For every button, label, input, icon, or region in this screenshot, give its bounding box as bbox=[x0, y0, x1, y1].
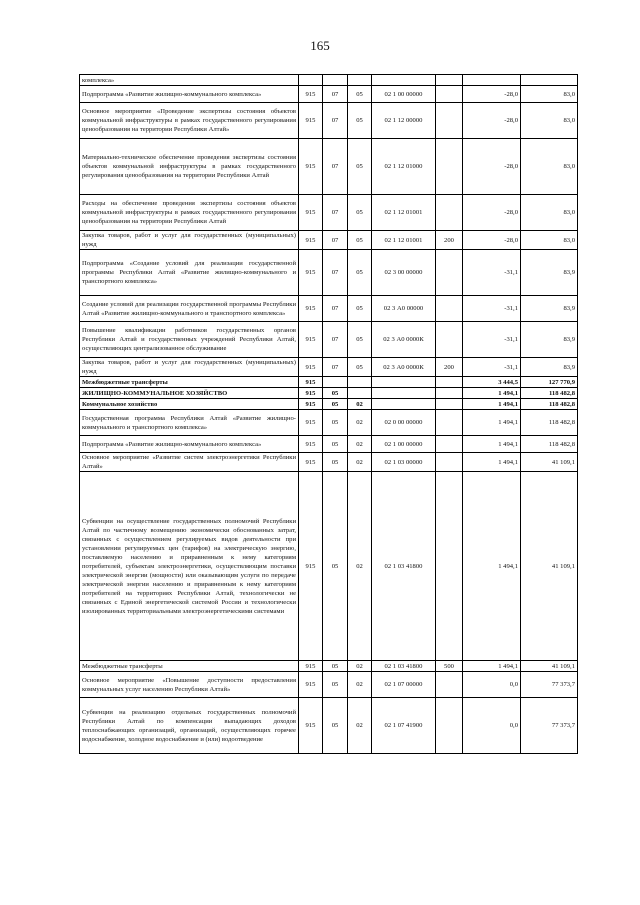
row-ministry-code: 915 bbox=[299, 661, 323, 672]
row-section: 07 bbox=[323, 296, 348, 322]
row-target-article: 02 1 03 00000 bbox=[372, 453, 436, 472]
row-total-amount: 83,0 bbox=[521, 103, 578, 139]
row-total-amount: 118 482,8 bbox=[521, 436, 578, 453]
row-ministry-code: 915 bbox=[299, 358, 323, 377]
table-row bbox=[80, 661, 578, 672]
table-row bbox=[80, 139, 578, 195]
row-name: Межбюджетные трансферты bbox=[80, 661, 299, 672]
row-target-article: 02 1 00 00000 bbox=[372, 436, 436, 453]
row-target-article: 02 1 07 41900 bbox=[372, 698, 436, 754]
row-subsection bbox=[348, 75, 372, 86]
row-target-article: 02 3 А0 0000К bbox=[372, 322, 436, 358]
row-total-amount: 77 373,7 bbox=[521, 698, 578, 754]
table-row bbox=[80, 399, 578, 410]
row-section: 07 bbox=[323, 103, 348, 139]
row-section: 05 bbox=[323, 672, 348, 698]
row-section: 05 bbox=[323, 388, 348, 399]
row-target-article: 02 1 12 01000 bbox=[372, 139, 436, 195]
row-subsection: 05 bbox=[348, 358, 372, 377]
row-total-amount: 41 109,1 bbox=[521, 472, 578, 661]
row-section: 05 bbox=[323, 698, 348, 754]
row-section: 07 bbox=[323, 231, 348, 250]
row-ministry-code: 915 bbox=[299, 296, 323, 322]
row-change-amount: 1 494,1 bbox=[463, 399, 521, 410]
row-total-amount: 118 482,8 bbox=[521, 399, 578, 410]
row-ministry-code: 915 bbox=[299, 86, 323, 103]
row-expense-type bbox=[436, 388, 463, 399]
row-expense-type bbox=[436, 86, 463, 103]
row-change-amount: 0,0 bbox=[463, 698, 521, 754]
row-expense-type bbox=[436, 377, 463, 388]
row-expense-type bbox=[436, 472, 463, 661]
row-ministry-code: 915 bbox=[299, 231, 323, 250]
row-change-amount: -28,0 bbox=[463, 139, 521, 195]
row-section bbox=[323, 377, 348, 388]
table-row bbox=[80, 195, 578, 231]
row-subsection: 05 bbox=[348, 86, 372, 103]
row-change-amount: 1 494,1 bbox=[463, 388, 521, 399]
row-total-amount: 118 482,8 bbox=[521, 410, 578, 436]
row-subsection: 02 bbox=[348, 672, 372, 698]
table-row bbox=[80, 672, 578, 698]
row-total-amount: 127 770,9 bbox=[521, 377, 578, 388]
row-name: Создание условий для реализации государственной программы Республики Алтай «Развитие жилищно-коммунального и транспортного комплекса» bbox=[80, 296, 299, 322]
row-ministry-code bbox=[299, 75, 323, 86]
row-ministry-code: 915 bbox=[299, 410, 323, 436]
row-change-amount: -31,1 bbox=[463, 358, 521, 377]
row-name: Основное мероприятие «Повышение доступности предоставления коммунальных услуг населению Республики Алтай» bbox=[80, 672, 299, 698]
row-name: Закупка товаров, работ и услуг для государственных (муниципальных) нужд bbox=[80, 231, 299, 250]
row-expense-type bbox=[436, 103, 463, 139]
table-row bbox=[80, 103, 578, 139]
table-row bbox=[80, 250, 578, 296]
row-target-article: 02 1 12 01001 bbox=[372, 195, 436, 231]
row-subsection bbox=[348, 377, 372, 388]
row-name: Межбюджетные трансферты bbox=[80, 377, 299, 388]
row-subsection: 02 bbox=[348, 410, 372, 436]
row-expense-type bbox=[436, 436, 463, 453]
table-row bbox=[80, 410, 578, 436]
row-name: Коммунальное хозяйство bbox=[80, 399, 299, 410]
row-change-amount: -28,0 bbox=[463, 231, 521, 250]
table-row bbox=[80, 698, 578, 754]
row-expense-type bbox=[436, 139, 463, 195]
row-section: 07 bbox=[323, 358, 348, 377]
row-subsection: 02 bbox=[348, 436, 372, 453]
row-change-amount: 1 494,1 bbox=[463, 436, 521, 453]
row-subsection: 05 bbox=[348, 296, 372, 322]
row-total-amount: 83,9 bbox=[521, 322, 578, 358]
row-target-article: 02 1 12 00000 bbox=[372, 103, 436, 139]
row-expense-type bbox=[436, 453, 463, 472]
row-target-article: 02 1 00 00000 bbox=[372, 86, 436, 103]
row-total-amount: 83,9 bbox=[521, 250, 578, 296]
row-change-amount bbox=[463, 75, 521, 86]
row-ministry-code: 915 bbox=[299, 139, 323, 195]
budget-table bbox=[79, 74, 578, 754]
row-ministry-code: 915 bbox=[299, 195, 323, 231]
row-target-article bbox=[372, 75, 436, 86]
row-expense-type bbox=[436, 195, 463, 231]
row-name: комплекса» bbox=[80, 75, 299, 86]
row-name: Расходы на обеспечение проведения экспертизы состояния объектов коммунальной инфраструктуры в рамках государственного регулирования ценообразования на территории Республики Алтай bbox=[80, 195, 299, 231]
row-name: Подпрограмма «Развитие жилищно-коммунального комплекса» bbox=[80, 86, 299, 103]
row-total-amount: 83,9 bbox=[521, 296, 578, 322]
row-subsection: 05 bbox=[348, 231, 372, 250]
table-row bbox=[80, 231, 578, 250]
row-name: ЖИЛИЩНО-КОММУНАЛЬНОЕ ХОЗЯЙСТВО bbox=[80, 388, 299, 399]
row-change-amount: 1 494,1 bbox=[463, 410, 521, 436]
row-expense-type bbox=[436, 399, 463, 410]
row-name: Материально-техническое обеспечение проведения экспертизы состояния объектов коммунальной инфраструктуры в рамках государственного регулирования ценообразования на территории Республики Алтай bbox=[80, 139, 299, 195]
row-section: 05 bbox=[323, 399, 348, 410]
row-target-article: 02 0 00 00000 bbox=[372, 410, 436, 436]
row-expense-type bbox=[436, 250, 463, 296]
row-expense-type: 500 bbox=[436, 661, 463, 672]
row-target-article bbox=[372, 399, 436, 410]
row-change-amount: 0,0 bbox=[463, 672, 521, 698]
row-total-amount: 118 482,8 bbox=[521, 388, 578, 399]
row-section: 05 bbox=[323, 472, 348, 661]
row-total-amount: 83,0 bbox=[521, 195, 578, 231]
row-target-article bbox=[372, 388, 436, 399]
table-row bbox=[80, 75, 578, 86]
row-expense-type bbox=[436, 698, 463, 754]
row-section: 05 bbox=[323, 436, 348, 453]
row-name: Повышение квалификации работников государственных органов Республики Алтай и государственных учреждений Республики Алтай, осуществляющих централизованное обслуживание bbox=[80, 322, 299, 358]
row-target-article bbox=[372, 377, 436, 388]
row-change-amount: 1 494,1 bbox=[463, 453, 521, 472]
row-target-article: 02 1 03 41800 bbox=[372, 472, 436, 661]
row-change-amount: -28,0 bbox=[463, 86, 521, 103]
row-name: Подпрограмма «Создание условий для реализации государственной программы Республики Алтай «Развитие жилищно-коммунального и транспортного комплекса» bbox=[80, 250, 299, 296]
row-ministry-code: 915 bbox=[299, 698, 323, 754]
row-change-amount: -31,1 bbox=[463, 322, 521, 358]
row-section: 05 bbox=[323, 661, 348, 672]
row-subsection: 05 bbox=[348, 250, 372, 296]
table-row bbox=[80, 388, 578, 399]
row-section bbox=[323, 75, 348, 86]
row-subsection: 02 bbox=[348, 698, 372, 754]
row-change-amount: -31,1 bbox=[463, 296, 521, 322]
row-subsection: 02 bbox=[348, 661, 372, 672]
row-total-amount: 83,0 bbox=[521, 139, 578, 195]
page-number: 165 bbox=[310, 38, 330, 53]
row-expense-type bbox=[436, 75, 463, 86]
row-ministry-code: 915 bbox=[299, 436, 323, 453]
row-total-amount: 83,0 bbox=[521, 231, 578, 250]
row-total-amount: 41 109,1 bbox=[521, 453, 578, 472]
row-subsection: 05 bbox=[348, 322, 372, 358]
table-row bbox=[80, 86, 578, 103]
row-change-amount: 1 494,1 bbox=[463, 661, 521, 672]
row-section: 07 bbox=[323, 86, 348, 103]
row-change-amount: -28,0 bbox=[463, 103, 521, 139]
row-name: Подпрограмма «Развитие жилищно-коммунального комплекса» bbox=[80, 436, 299, 453]
row-subsection: 05 bbox=[348, 139, 372, 195]
row-subsection: 02 bbox=[348, 399, 372, 410]
row-name: Государственная программа Республики Алтай «Развитие жилищно-коммунального и транспортного комплекса» bbox=[80, 410, 299, 436]
row-expense-type bbox=[436, 410, 463, 436]
row-name: Основное мероприятие «Развитие систем электроэнергетики Республики Алтай» bbox=[80, 453, 299, 472]
row-ministry-code: 915 bbox=[299, 453, 323, 472]
row-target-article: 02 3 А0 0000К bbox=[372, 358, 436, 377]
row-expense-type: 200 bbox=[436, 231, 463, 250]
row-subsection bbox=[348, 388, 372, 399]
row-target-article: 02 1 03 41800 bbox=[372, 661, 436, 672]
row-target-article: 02 3 А0 00000 bbox=[372, 296, 436, 322]
row-ministry-code: 915 bbox=[299, 472, 323, 661]
row-change-amount: 3 444,5 bbox=[463, 377, 521, 388]
row-total-amount: 83,0 bbox=[521, 86, 578, 103]
row-subsection: 05 bbox=[348, 103, 372, 139]
table-row bbox=[80, 453, 578, 472]
row-expense-type: 200 bbox=[436, 358, 463, 377]
row-section: 05 bbox=[323, 410, 348, 436]
row-ministry-code: 915 bbox=[299, 377, 323, 388]
row-name: Субвенции на осуществление государственных полномочий Республики Алтай по частичному возмещению экономически обоснованных затрат, связанных с осуществлением регулируемых видов деятельности при установлении регулируемых цен (тарифов) на электрическую энергию, поставляемую населению и приравненным к нему категориям потребителей, субъектам электроэнергетики, осуществляющим поставки электрической энергии (мощности) или оказывающим услуги по передаче электрической энергии населению и приравненным к нему категориям потребителей на территориях Республики Алтай, технологически не связанных с Единой энергетической системой России и технологически изолированных территориальными электроэнергетическими системами bbox=[80, 472, 299, 661]
row-section: 07 bbox=[323, 322, 348, 358]
table-row bbox=[80, 436, 578, 453]
row-ministry-code: 915 bbox=[299, 250, 323, 296]
row-ministry-code: 915 bbox=[299, 322, 323, 358]
row-name: Основное мероприятие «Проведение экспертизы состояния объектов коммунальной инфраструктуры в рамках государственного регулирования ценообразования на территории Республики Алтай» bbox=[80, 103, 299, 139]
row-ministry-code: 915 bbox=[299, 399, 323, 410]
row-section: 07 bbox=[323, 139, 348, 195]
row-target-article: 02 1 07 00000 bbox=[372, 672, 436, 698]
table-row bbox=[80, 322, 578, 358]
row-ministry-code: 915 bbox=[299, 672, 323, 698]
table-row bbox=[80, 472, 578, 661]
table-row bbox=[80, 358, 578, 377]
row-expense-type bbox=[436, 296, 463, 322]
row-section: 05 bbox=[323, 453, 348, 472]
row-target-article: 02 1 12 01001 bbox=[372, 231, 436, 250]
row-target-article: 02 3 00 00000 bbox=[372, 250, 436, 296]
row-subsection: 02 bbox=[348, 472, 372, 661]
row-name: Закупка товаров, работ и услуг для государственных (муниципальных) нужд bbox=[80, 358, 299, 377]
row-ministry-code: 915 bbox=[299, 103, 323, 139]
row-change-amount: 1 494,1 bbox=[463, 472, 521, 661]
row-change-amount: -31,1 bbox=[463, 250, 521, 296]
row-subsection: 05 bbox=[348, 195, 372, 231]
table-row bbox=[80, 377, 578, 388]
row-ministry-code: 915 bbox=[299, 388, 323, 399]
row-subsection: 02 bbox=[348, 453, 372, 472]
row-expense-type bbox=[436, 672, 463, 698]
row-section: 07 bbox=[323, 195, 348, 231]
row-name: Субвенции на реализацию отдельных государственных полномочий Республики Алтай по компенсации выпадающих доходов теплоснабжающих организаций, организаций, осуществляющих горячее водоснабжение, холодное водоснабжение и (или) водоотведение bbox=[80, 698, 299, 754]
row-total-amount: 77 373,7 bbox=[521, 672, 578, 698]
row-total-amount: 83,9 bbox=[521, 358, 578, 377]
row-total-amount: 41 109,1 bbox=[521, 661, 578, 672]
row-section: 07 bbox=[323, 250, 348, 296]
row-expense-type bbox=[436, 322, 463, 358]
row-change-amount: -28,0 bbox=[463, 195, 521, 231]
table-row bbox=[80, 296, 578, 322]
row-total-amount bbox=[521, 75, 578, 86]
